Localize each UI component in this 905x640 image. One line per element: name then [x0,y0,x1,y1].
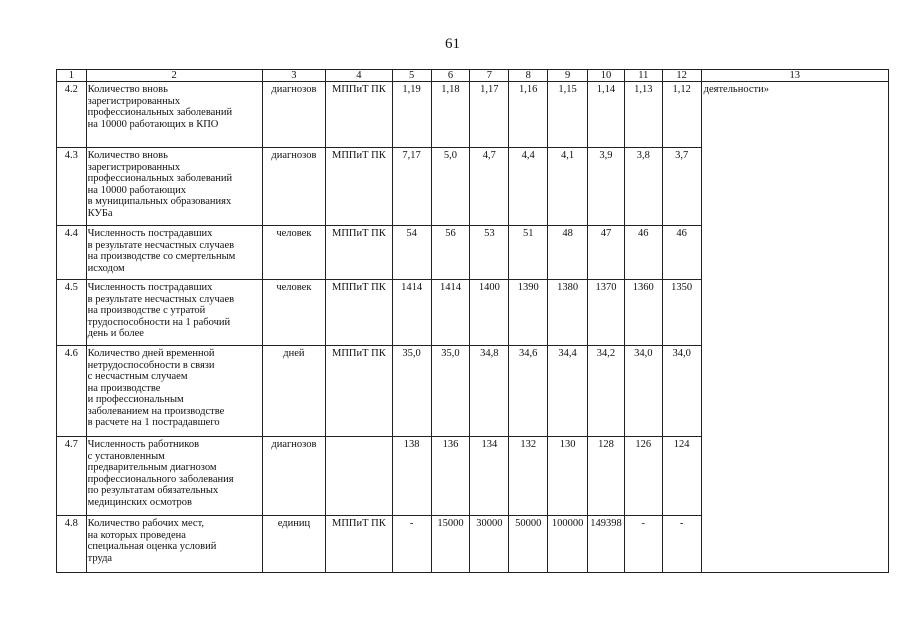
value-cell: 30000 [470,516,509,573]
value-cell: - [662,516,701,573]
value-cell: 1400 [470,280,509,346]
indicator-name-line: профессиональных заболеваний [87,107,233,118]
indicator-name-line: в результате несчастных случаев [87,293,235,305]
page-number: 61 [445,36,460,52]
value-cell: 149398 [588,516,625,573]
indicator-name-line: профессионального заболевания [87,473,234,485]
indicator-name [86,516,262,573]
column-header: 3 [262,70,325,82]
value-cell: 1,16 [509,82,548,148]
value-cell: 3,7 [662,148,701,226]
column-header: 9 [548,70,588,82]
indicator-name-line: КУБа [87,207,113,219]
indicator-name [86,346,262,437]
indicator-name-line: Численность пострадавших [87,228,213,239]
value-cell: 1,15 [548,82,588,148]
value-cell: 7,17 [392,148,431,226]
column-13-cell: деятельности» [701,82,888,573]
value-cell: 4,4 [509,148,548,226]
column-header: 11 [624,70,662,82]
value-cell: 56 [431,226,470,280]
value-cell: 34,0 [662,346,701,437]
indicator-name-line: на производстве со смертельным [87,251,236,262]
column-header: 12 [662,70,701,82]
unit-cell: диагнозов [262,148,325,226]
value-cell: 47 [588,226,625,280]
indicator-table [56,69,889,573]
column-header: 4 [326,70,393,82]
value-cell: 1,13 [624,82,662,148]
indicator-name-line: Численность пострадавших [87,282,213,293]
value-cell: 4,7 [470,148,509,226]
value-cell: 1,17 [470,82,509,148]
value-cell: 1370 [588,280,625,346]
indicator-name [86,280,262,346]
value-cell: 3,9 [588,148,625,226]
row-number: 4.2 [57,82,87,148]
column-number-row [57,70,889,82]
responsible-cell: МППиТ ПК [326,82,393,148]
value-cell: 1380 [548,280,588,346]
unit-cell: человек [262,226,325,280]
value-cell: 132 [509,437,548,516]
row-number: 4.3 [57,148,87,226]
column-header: 13 [701,70,888,82]
indicator-name-line: на 10000 работающих в КПО [87,118,219,130]
column-header: 8 [509,70,548,82]
unit-cell: диагнозов [262,82,325,148]
responsible-cell: МППиТ ПК [326,148,393,226]
column-header: 5 [392,70,431,82]
indicator-name-line: на которых проведена [87,529,186,541]
row-number: 4.7 [57,437,87,516]
indicator-name [86,437,262,516]
indicator-name [86,148,262,226]
column-header: 7 [470,70,509,82]
value-cell: 54 [392,226,431,280]
unit-cell: диагнозов [262,437,325,516]
column-header: 1 [57,70,87,82]
indicator-name [86,82,262,148]
value-cell: 1414 [431,280,470,346]
value-cell: 1,12 [662,82,701,148]
value-cell: 50000 [509,516,548,573]
value-cell: 35,0 [431,346,470,437]
value-cell: 136 [431,437,470,516]
responsible-cell [326,437,393,516]
indicator-name-line: исходом [87,262,125,274]
indicator-name-line: нетрудоспособности в связи [87,359,215,371]
indicator-name-line: Количество вновь [87,84,168,95]
value-cell: 34,6 [509,346,548,437]
indicator-name-line: предварительным диагнозом [87,462,217,473]
value-cell: 1,19 [392,82,431,148]
value-cell: 46 [662,226,701,280]
value-cell: 15000 [431,516,470,573]
value-cell: 34,2 [588,346,625,437]
value-cell: 46 [624,226,662,280]
value-cell: 4,1 [548,148,588,226]
value-cell: 35,0 [392,346,431,437]
value-cell: 1360 [624,280,662,346]
responsible-cell: МППиТ ПК [326,516,393,573]
indicator-name-line: на производстве [87,382,161,394]
indicator-name [86,226,262,280]
column-header: 6 [431,70,470,82]
indicator-name-line: медицинских осмотров [87,496,193,508]
value-cell: 1390 [509,280,548,346]
value-cell: 53 [470,226,509,280]
indicator-name-line: в муниципальных образованиях [87,196,232,207]
indicator-name-line: день и более [87,328,144,339]
indicator-name-line: Количество дней временной [87,348,215,359]
indicator-name-line: в результате несчастных случаев [87,239,235,251]
indicator-name-line: трудоспособности на 1 рабочий [87,316,231,328]
value-cell: 3,8 [624,148,662,226]
value-cell: - [624,516,662,573]
indicator-name-line: с установленным [87,450,165,462]
indicator-name-line: на производстве с утратой [87,305,206,316]
value-cell: 34,0 [624,346,662,437]
value-cell: 34,8 [470,346,509,437]
value-cell: 5,0 [431,148,470,226]
column-header: 10 [588,70,625,82]
value-cell: 1350 [662,280,701,346]
value-cell: 48 [548,226,588,280]
row-number: 4.4 [57,226,87,280]
unit-cell: человек [262,280,325,346]
value-cell: 124 [662,437,701,516]
row-number: 4.6 [57,346,87,437]
value-cell: 128 [588,437,625,516]
value-cell: - [392,516,431,573]
table-row [57,82,889,148]
indicator-name-line: труда [87,552,113,564]
indicator-name-line: с несчастным случаем [87,371,188,382]
value-cell: 138 [392,437,431,516]
value-cell: 1,14 [588,82,625,148]
indicator-name-line: на 10000 работающих [87,184,186,196]
indicator-name-line: зарегистрированных [87,95,181,107]
value-cell: 1414 [392,280,431,346]
value-cell: 130 [548,437,588,516]
table-body [57,82,889,573]
indicator-name-line: по результатам обязательных [87,485,219,496]
value-cell: 134 [470,437,509,516]
indicator-name-line: Численность работников [87,439,200,450]
indicator-name-line: специальная оценка условий [87,541,217,552]
row-number: 4.8 [57,516,87,573]
row-number: 4.5 [57,280,87,346]
value-cell: 51 [509,226,548,280]
responsible-cell: МППиТ ПК [326,280,393,346]
column-header: 2 [86,70,262,82]
indicator-name-line: профессиональных заболеваний [87,173,233,184]
responsible-cell: МППиТ ПК [326,226,393,280]
indicator-name-line: зарегистрированных [87,161,181,173]
indicator-name-line: Количество рабочих мест, [87,518,204,529]
responsible-cell: МППиТ ПК [326,346,393,437]
indicator-name-line: в расчете на 1 пострадавшего [87,417,220,428]
value-cell: 34,4 [548,346,588,437]
unit-cell: дней [262,346,325,437]
indicator-name-line: Количество вновь [87,150,168,161]
unit-cell: единиц [262,516,325,573]
indicator-name-line: и профессиональным [87,394,184,405]
value-cell: 1,18 [431,82,470,148]
value-cell: 126 [624,437,662,516]
value-cell: 100000 [548,516,588,573]
indicator-name-line: заболеванием на производстве [87,405,225,417]
